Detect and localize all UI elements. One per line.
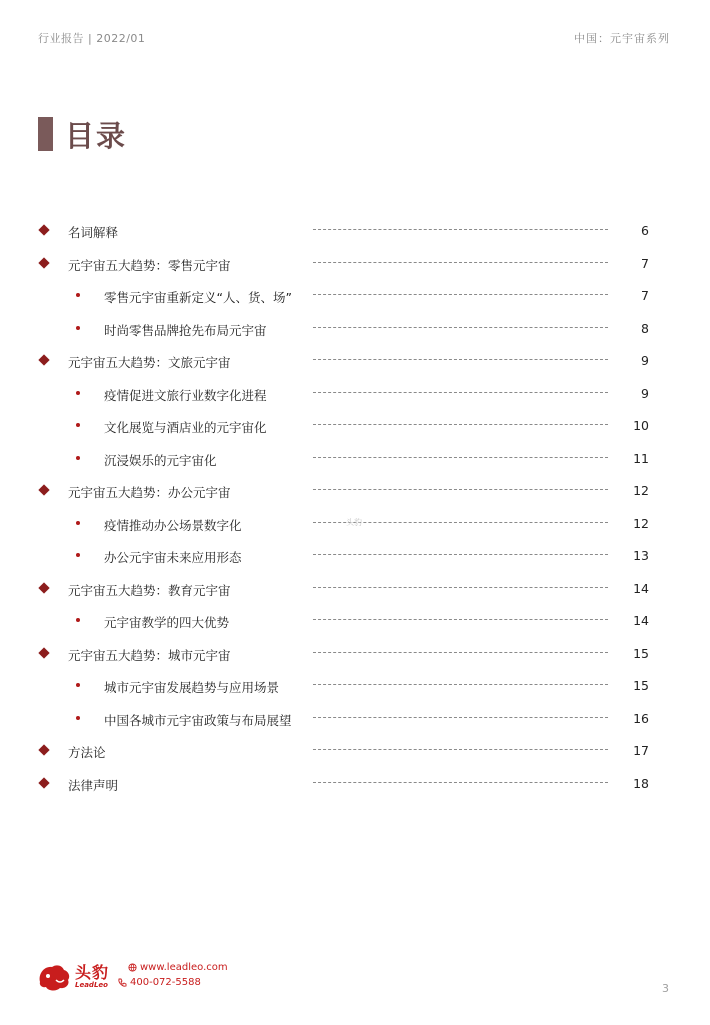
toc-leader-line — [313, 717, 608, 718]
toc-subsection[interactable] — [0, 314, 710, 347]
toc-subsection[interactable] — [0, 281, 710, 314]
toc-page-number[interactable]: 11 — [633, 450, 649, 466]
toc-leader-line — [313, 619, 608, 620]
footer-brand-name: 头豹 — [75, 963, 110, 982]
page-title-block — [38, 116, 127, 152]
toc-label[interactable]: 办公元宇宙未来应用形态 — [104, 550, 242, 565]
footer-website-row[interactable] — [128, 962, 228, 973]
toc-page-number[interactable]: 18 — [633, 775, 649, 791]
toc-page-number[interactable]: 13 — [633, 548, 649, 563]
footer-website[interactable]: www.leadleo.com — [140, 962, 228, 973]
toc-label[interactable]: 疫情推动办公场景数字化 — [104, 517, 242, 533]
diamond-icon — [38, 224, 49, 235]
diamond-icon — [38, 257, 49, 268]
toc-leader-line — [313, 424, 608, 425]
toc-page-number[interactable]: 14 — [633, 613, 649, 628]
toc-section[interactable] — [0, 346, 710, 379]
dot-icon — [76, 423, 80, 427]
toc-label[interactable]: 零售元宇宙重新定义“人、货、场” — [104, 290, 292, 305]
toc-leader-line — [313, 749, 608, 750]
toc-page-number[interactable]: 6 — [641, 223, 649, 238]
toc-leader-line — [313, 457, 608, 458]
dot-icon — [76, 326, 80, 330]
toc-leader-line — [313, 229, 608, 230]
toc-leader-line — [313, 554, 608, 555]
toc-label[interactable]: 元宇宙教学的四大优势 — [104, 615, 230, 630]
dot-icon — [76, 293, 80, 297]
dot-icon — [76, 683, 80, 687]
footer-phone-row — [117, 977, 201, 988]
toc-leader-line — [313, 782, 608, 783]
toc-label[interactable]: 时尚零售品牌抢先布局元宇宙 — [104, 322, 267, 338]
dot-icon — [76, 716, 80, 720]
toc-leader-line — [313, 327, 608, 328]
page-number: 3 — [662, 982, 669, 995]
dot-icon — [76, 456, 80, 460]
toc-page-number[interactable]: 12 — [633, 515, 649, 531]
toc-label[interactable]: 文化展览与酒店业的元宇宙化 — [104, 420, 267, 435]
toc-label[interactable]: 元宇宙五大趋势：文旅元宇宙 — [68, 355, 231, 370]
footer-phone: 400-072-5588 — [130, 977, 201, 988]
diamond-icon — [38, 484, 49, 495]
toc-page-number[interactable]: 16 — [633, 710, 649, 726]
diamond-icon — [38, 582, 49, 593]
toc-page-number[interactable]: 12 — [633, 483, 649, 498]
toc-label[interactable]: 元宇宙五大趋势：办公元宇宙 — [68, 485, 231, 500]
toc-label[interactable]: 城市元宇宙发展趋势与应用场景 — [104, 680, 280, 695]
toc-subsection[interactable] — [0, 606, 710, 639]
toc-label[interactable]: 元宇宙五大趋势：零售元宇宙 — [68, 257, 231, 273]
globe-icon — [128, 963, 137, 972]
watermark: 头豹 — [346, 518, 362, 527]
toc-label[interactable]: 元宇宙五大趋势：城市元宇宙 — [68, 647, 231, 663]
toc-label[interactable]: 沉浸娱乐的元宇宙化 — [104, 452, 217, 468]
diamond-icon — [38, 744, 49, 755]
diamond-icon — [38, 647, 49, 658]
toc-leader-line — [313, 294, 608, 295]
header-report-type: 行业报告 | 2022/01 — [38, 32, 146, 45]
toc-page-number[interactable]: 7 — [641, 288, 649, 303]
header-series: 中国：元宇宙系列 — [574, 32, 670, 45]
toc-leader-line — [313, 652, 608, 653]
toc-section[interactable] — [0, 216, 710, 249]
toc-label[interactable]: 元宇宙五大趋势：教育元宇宙 — [68, 582, 231, 598]
toc-page-number[interactable]: 9 — [641, 353, 649, 368]
toc-section[interactable] — [0, 769, 710, 802]
toc-page-number[interactable]: 10 — [633, 418, 649, 433]
toc-leader-line — [313, 489, 608, 490]
dot-icon — [76, 521, 80, 525]
dot-icon — [76, 618, 80, 622]
toc-label[interactable]: 中国各城市元宇宙政策与布局展望 — [104, 712, 292, 728]
toc-label[interactable]: 方法论 — [68, 745, 106, 760]
toc-section[interactable] — [0, 249, 710, 282]
toc-leader-line — [313, 684, 608, 685]
toc-subsection[interactable] — [0, 541, 710, 574]
toc-section[interactable] — [0, 476, 710, 509]
toc-subsection[interactable] — [0, 444, 710, 477]
toc-subsection[interactable] — [0, 379, 710, 412]
toc-page-number[interactable]: 9 — [641, 385, 649, 401]
toc-section[interactable] — [0, 639, 710, 672]
diamond-icon — [38, 777, 49, 788]
toc-subsection[interactable] — [0, 411, 710, 444]
toc-page-number[interactable]: 14 — [633, 580, 649, 596]
toc-label[interactable]: 名词解释 — [68, 225, 119, 240]
diamond-icon — [38, 354, 49, 365]
toc-leader-line — [313, 359, 608, 360]
toc-leader-line — [313, 262, 608, 263]
page-title: 目录 — [65, 118, 128, 153]
toc-leader-line — [313, 587, 608, 588]
toc-page-number[interactable]: 17 — [633, 743, 649, 758]
toc-leader-line — [313, 392, 608, 393]
toc-label[interactable]: 法律声明 — [68, 777, 119, 793]
dot-icon — [76, 391, 80, 395]
toc-section[interactable] — [0, 736, 710, 769]
toc-page-number[interactable]: 15 — [633, 678, 649, 693]
toc-page-number[interactable]: 7 — [641, 255, 649, 271]
toc-subsection[interactable] — [0, 704, 710, 737]
footer-brand-sub: LeadLeo — [75, 981, 108, 989]
dot-icon — [76, 553, 80, 557]
toc-page-number[interactable]: 8 — [641, 320, 649, 336]
table-of-contents — [0, 216, 710, 801]
toc-subsection[interactable] — [0, 671, 710, 704]
toc-label[interactable]: 疫情促进文旅行业数字化进程 — [104, 387, 267, 403]
toc-page-number[interactable]: 15 — [633, 645, 649, 661]
title-accent-bar — [38, 117, 53, 151]
phone-icon — [117, 978, 127, 988]
toc-section[interactable] — [0, 574, 710, 607]
